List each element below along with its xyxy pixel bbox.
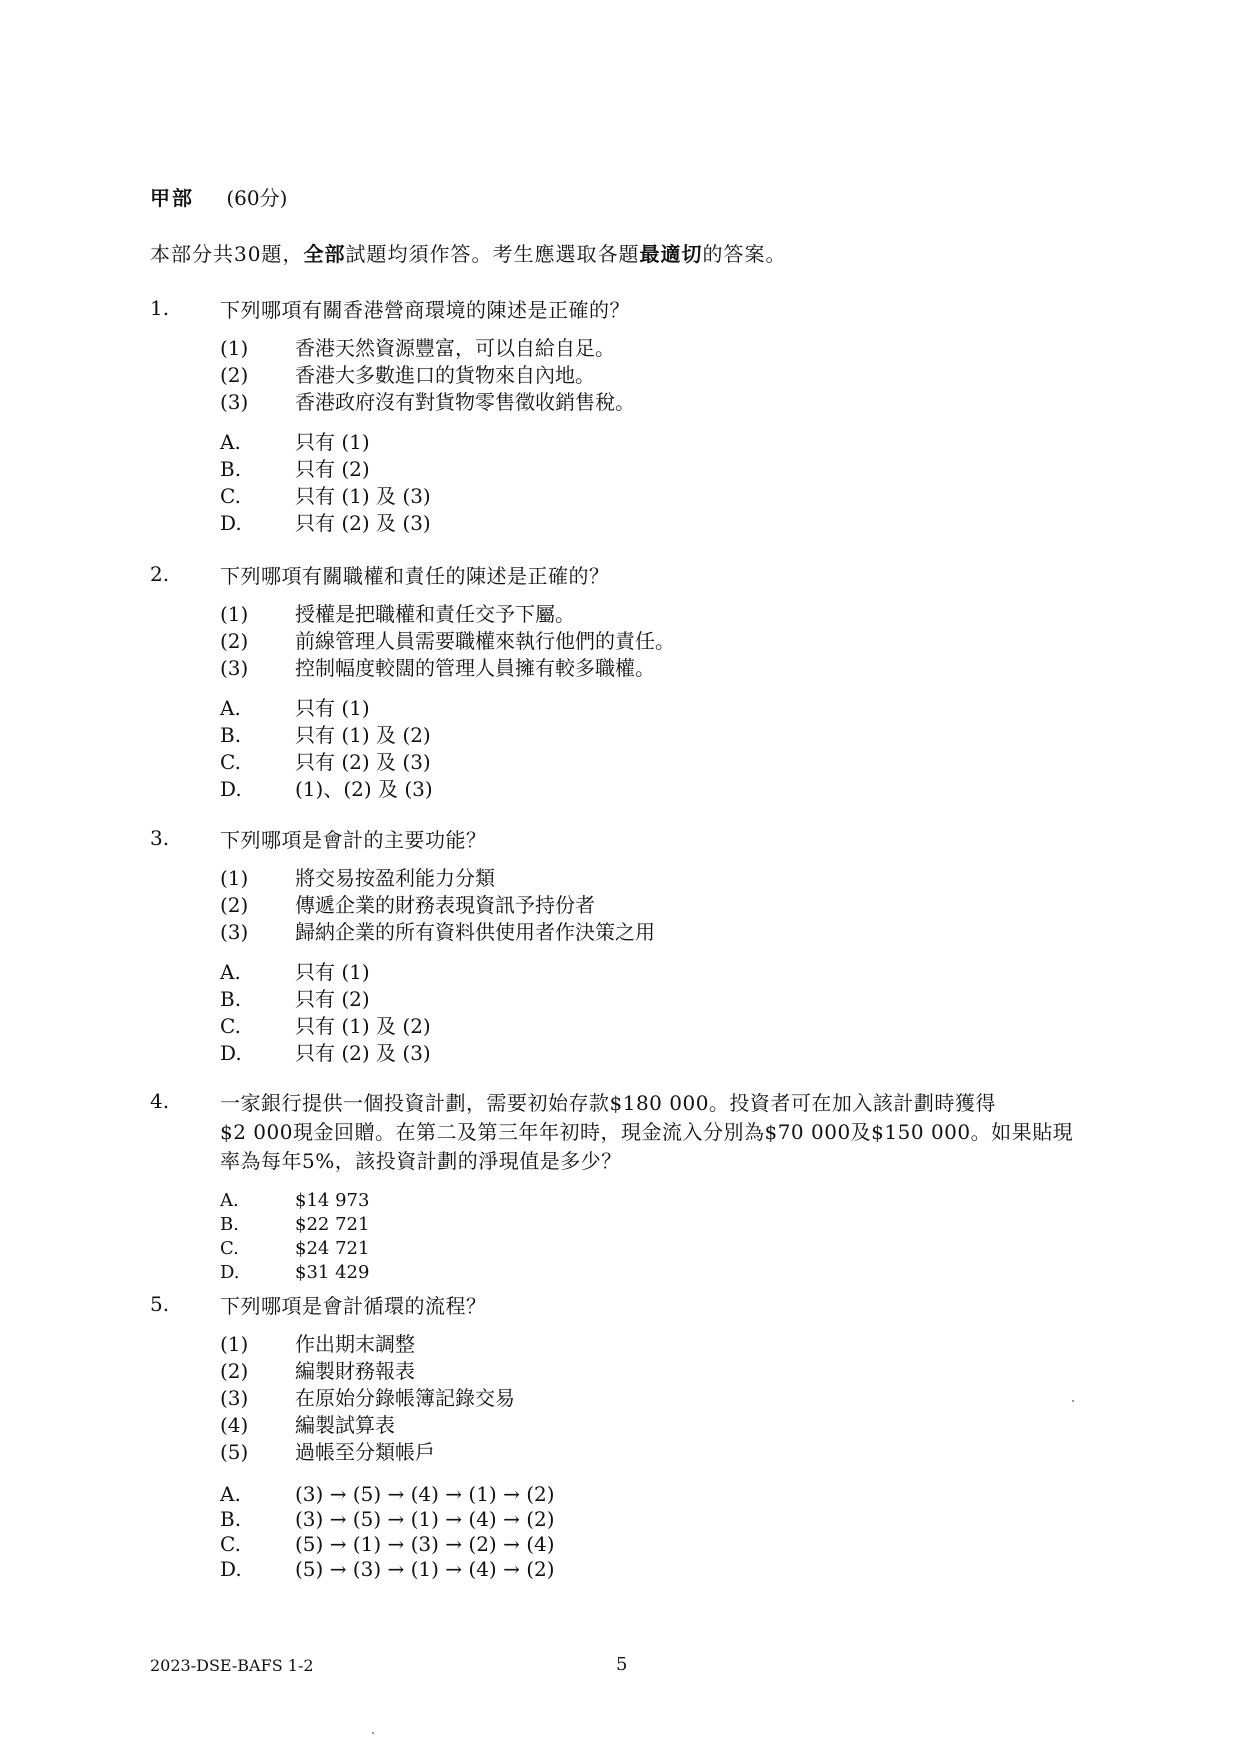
- question-4: [150, 1089, 1125, 1285]
- option-label: D.: [220, 1041, 242, 1065]
- option-label: A.: [220, 430, 241, 454]
- statement-label: (5): [220, 1440, 249, 1464]
- option-text: (1)、(2) 及 (3): [295, 777, 433, 801]
- answer-option: [220, 1557, 1125, 1582]
- statement: [220, 335, 1125, 362]
- option-text: (3) → (5) → (1) → (4) → (2): [295, 1507, 555, 1531]
- option-label: C.: [220, 750, 241, 774]
- question-stem-line: 率為每年5%，該投資計劃的淨現值是多少？: [220, 1149, 622, 1173]
- question-stem: 下列哪項是會計的主要功能？: [220, 828, 487, 852]
- option-text: $31 429: [295, 1262, 370, 1283]
- statement-text: 授權是把職權和責任交予下屬。: [295, 602, 575, 626]
- option-label: B.: [220, 987, 242, 1011]
- statement-label: (3): [220, 656, 249, 680]
- option-text: 只有 (2): [295, 987, 370, 1011]
- instructions-text-2: 試題均須作答。考生應選取各題: [345, 242, 640, 266]
- statement: [220, 655, 1125, 682]
- answer-option: [220, 1261, 1125, 1285]
- answer-option: [220, 510, 1125, 537]
- statement-text: 作出期末調整: [295, 1332, 415, 1356]
- statement-text: 將交易按盈利能力分類: [295, 866, 495, 890]
- statement-label: (1): [220, 336, 249, 360]
- statement-list: [220, 601, 1125, 682]
- answer-option: [220, 429, 1125, 456]
- question-stem: 下列哪項有關職權和責任的陳述是正確的？: [220, 564, 610, 588]
- statement-label: (1): [220, 1332, 249, 1356]
- statement-text: 香港大多數進口的貨物來自內地。: [295, 363, 595, 387]
- statement: [220, 1439, 1125, 1466]
- question-stem: 下列哪項是會計循環的流程？: [220, 1294, 487, 1318]
- option-label: D.: [220, 1557, 242, 1581]
- option-label: B.: [220, 1214, 239, 1235]
- statement-label: (2): [220, 629, 249, 653]
- option-text: 只有 (2) 及 (3): [295, 511, 431, 535]
- statement-label: (2): [220, 363, 249, 387]
- scan-speck: [1072, 1400, 1074, 1402]
- option-text: $14 973: [295, 1190, 370, 1211]
- statement: [220, 865, 1125, 892]
- answer-option: [220, 722, 1125, 749]
- answer-option: [220, 1013, 1125, 1040]
- statement-label: (1): [220, 866, 249, 890]
- statement-text: 過帳至分類帳戶: [295, 1440, 435, 1464]
- option-label: C.: [220, 484, 241, 508]
- option-text: 只有 (1): [295, 430, 370, 454]
- option-label: C.: [220, 1238, 239, 1259]
- option-label: B.: [220, 1507, 242, 1531]
- statement-label: (2): [220, 893, 249, 917]
- option-text: 只有 (2): [295, 457, 370, 481]
- option-text: (5) → (3) → (1) → (4) → (2): [295, 1557, 555, 1581]
- question-stem: [220, 1089, 1125, 1176]
- statement: [220, 628, 1125, 655]
- answer-option: [220, 695, 1125, 722]
- option-text: 只有 (1) 及 (2): [295, 1014, 431, 1038]
- answer-option: [220, 1507, 1125, 1532]
- option-text: 只有 (2) 及 (3): [295, 1041, 431, 1065]
- option-label: D.: [220, 511, 242, 535]
- option-label: A.: [220, 1482, 241, 1506]
- question-2: [150, 562, 1125, 803]
- statement-label: (1): [220, 602, 249, 626]
- instructions-emphasis-all: 全部: [303, 242, 346, 266]
- option-list: [220, 959, 1125, 1067]
- answer-option: [220, 1040, 1125, 1067]
- question-stem-line: 一家銀行提供一個投資計劃，需要初始存款$180 000。投資者可在加入該計劃時獲得: [220, 1091, 996, 1115]
- statement-list: [220, 335, 1125, 416]
- statement-text: 在原始分錄帳簿記錄交易: [295, 1386, 515, 1410]
- instructions-text-1: 本部分共30題，: [150, 242, 304, 266]
- statement: [220, 919, 1125, 946]
- answer-option: [220, 986, 1125, 1013]
- scan-speck: [372, 1732, 374, 1734]
- answer-option: [220, 1482, 1125, 1507]
- answer-option: [220, 959, 1125, 986]
- section-instructions: [150, 238, 786, 267]
- statement: [220, 362, 1125, 389]
- option-text: 只有 (1): [295, 960, 370, 984]
- option-label: D.: [220, 777, 242, 801]
- statement-label: (2): [220, 1359, 249, 1383]
- answer-option: [220, 456, 1125, 483]
- option-text: 只有 (1): [295, 696, 370, 720]
- answer-option: [220, 1213, 1125, 1237]
- statement: [220, 892, 1125, 919]
- page-number: 5: [616, 1654, 628, 1675]
- answer-option: [220, 1237, 1125, 1261]
- statement-label: (3): [220, 390, 249, 414]
- section-marks: (60分): [226, 186, 288, 210]
- option-list: [220, 695, 1125, 803]
- option-list: [220, 1482, 1125, 1582]
- option-text: 只有 (2) 及 (3): [295, 750, 431, 774]
- statement: [220, 389, 1125, 416]
- statement: [220, 601, 1125, 628]
- statement-text: 前線管理人員需要職權來執行他們的責任。: [295, 629, 675, 653]
- question-3: [150, 826, 1125, 1067]
- option-text: (3) → (5) → (4) → (1) → (2): [295, 1482, 555, 1506]
- statement-text: 香港政府沒有對貨物零售徵收銷售稅。: [295, 390, 635, 414]
- statement-list: [220, 865, 1125, 946]
- instructions-emphasis-best: 最適切: [639, 242, 703, 266]
- statement-text: 傳遞企業的財務表現資訊予持份者: [295, 893, 595, 917]
- option-text: (5) → (1) → (3) → (2) → (4): [295, 1532, 555, 1556]
- answer-option: [220, 483, 1125, 510]
- option-label: D.: [220, 1262, 240, 1283]
- option-text: $22 721: [295, 1214, 370, 1235]
- statement-text: 香港天然資源豐富，可以自給自足。: [295, 336, 615, 360]
- statement-text: 控制幅度較闊的管理人員擁有較多職權。: [295, 656, 655, 680]
- statement-text: 歸納企業的所有資料供使用者作決策之用: [295, 920, 655, 944]
- answer-option: [220, 1532, 1125, 1557]
- section-title: 甲部: [150, 186, 194, 210]
- option-label: C.: [220, 1532, 241, 1556]
- instructions-text-3: 的答案。: [702, 242, 787, 266]
- question-number: 2.: [150, 562, 170, 586]
- option-label: B.: [220, 457, 242, 481]
- option-text: $24 721: [295, 1238, 370, 1259]
- answer-option: [220, 749, 1125, 776]
- question-number: 1.: [150, 296, 170, 320]
- statement: [220, 1412, 1125, 1439]
- option-label: A.: [220, 1190, 239, 1211]
- option-label: A.: [220, 696, 241, 720]
- option-list: [220, 1189, 1125, 1285]
- question-number: 5.: [150, 1292, 170, 1316]
- option-label: B.: [220, 723, 242, 747]
- statement-list: [220, 1331, 1125, 1466]
- question-number: 3.: [150, 826, 170, 850]
- question-5: [150, 1292, 1125, 1582]
- statement: [220, 1385, 1125, 1412]
- option-text: 只有 (1) 及 (2): [295, 723, 431, 747]
- option-label: C.: [220, 1014, 241, 1038]
- question-1: [150, 296, 1125, 537]
- statement-label: (3): [220, 920, 249, 944]
- option-text: 只有 (1) 及 (3): [295, 484, 431, 508]
- answer-option: [220, 1189, 1125, 1213]
- statement-label: (3): [220, 1386, 249, 1410]
- option-label: A.: [220, 960, 241, 984]
- section-header: [150, 182, 287, 211]
- paper-code: 2023-DSE-BAFS 1-2: [150, 1656, 314, 1675]
- statement-text: 編製財務報表: [295, 1359, 415, 1383]
- question-number: 4.: [150, 1089, 170, 1113]
- statement-label: (4): [220, 1413, 249, 1437]
- question-stem: 下列哪項有關香港營商環境的陳述是正確的？: [220, 298, 630, 322]
- question-stem-line: $2 000現金回贈。在第二及第三年年初時，現金流入分別為$70 000及$150 000。如果貼現: [220, 1120, 1074, 1144]
- statement: [220, 1358, 1125, 1385]
- option-list: [220, 429, 1125, 537]
- answer-option: [220, 776, 1125, 803]
- statement-text: 編製試算表: [295, 1413, 395, 1437]
- statement: [220, 1331, 1125, 1358]
